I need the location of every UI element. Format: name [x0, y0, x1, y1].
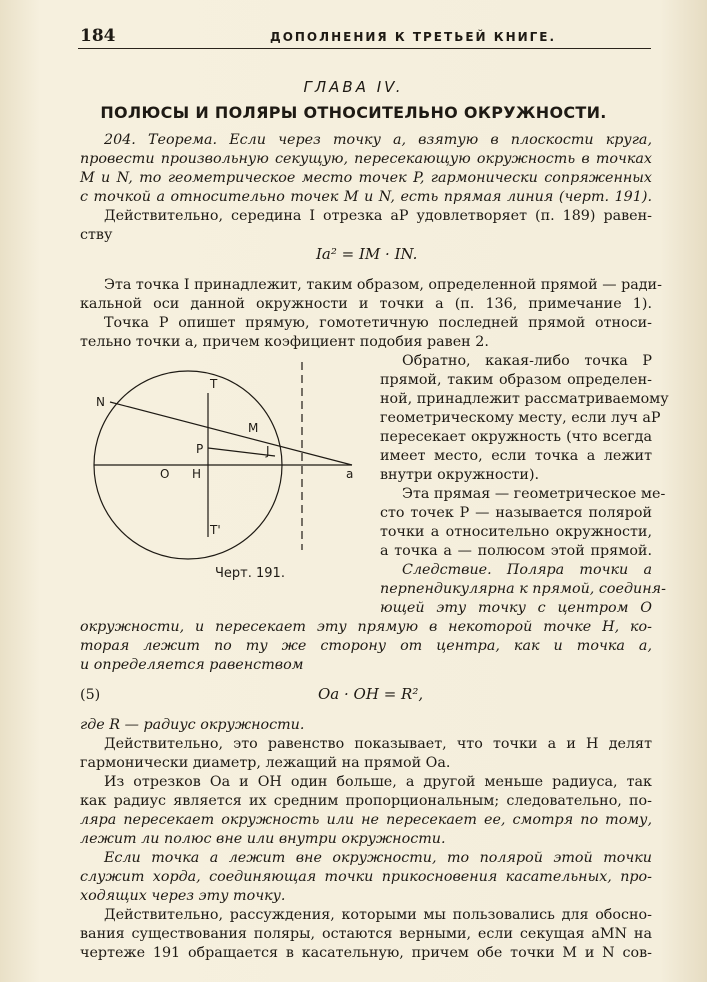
text-line: вания существования поляры, остаются верными, если секущая aMN на: [80, 926, 652, 942]
theorem-line-1: 204. Теорема. Если через точку a, взятую в плоскости круга,: [104, 132, 652, 148]
text-line: чертеже 191 обращается в касательную, причем обе точки M и N сов-: [80, 945, 652, 961]
text-line: имеет место, если точка a лежит: [380, 448, 652, 464]
text-line: сто точек P — называется полярой: [380, 505, 652, 521]
text-line: Из отрезков Oa и OH один больше, а другой меньше радиуса, так: [104, 774, 652, 790]
text-line: Действительно, середина I отрезка aP удовлетворяет (п. 189) равен-: [104, 208, 652, 224]
section-title: ПОЛЮСЫ И ПОЛЯРЫ ОТНОСИТЕЛЬНО ОКРУЖНОСТИ.: [100, 103, 607, 122]
corollary-line: Следствие. Поляра точки a: [402, 562, 652, 578]
text-line: тельно точки a, причем коэфициент подобия равен 2.: [80, 334, 489, 350]
text-line: ляра пересекает окружность или не пересекает ее, смотря по тому,: [80, 812, 652, 828]
text-line: гармонически диаметр, лежащий на прямой Oa.: [80, 755, 451, 771]
header-rule: [78, 48, 651, 49]
fig-label: M: [248, 421, 259, 435]
line-PJ: [208, 448, 275, 456]
text-line: служит хорда, соединяющая точки прикосновения касательных, про-: [80, 869, 652, 885]
text-line: Если точка a лежит вне окружности, то полярой этой точки: [104, 850, 652, 866]
text-line: лежит ли полюс вне или внутри окружности.: [80, 831, 446, 847]
text-line: как радиус является их средним пропорциональным; следовательно, по-: [80, 793, 652, 809]
text-line: прямой, таким образом определен-: [380, 372, 652, 388]
fig-label: a: [346, 467, 354, 481]
secant-line: [110, 402, 352, 465]
text-line: геометрическому месту, если луч aP: [380, 410, 661, 426]
text-line: ной, принадлежит рассматриваемому: [380, 391, 669, 407]
running-head: ДОПОЛНЕНИЯ К ТРЕТЬЕЙ КНИГЕ.: [270, 30, 557, 44]
fig-label: O: [160, 467, 170, 481]
corollary-line: торая лежит по ту же сторону от центра, как и точка a,: [80, 638, 652, 654]
text-line: внутри окружности).: [380, 467, 540, 483]
text-line: где R — радиус окружности.: [80, 717, 305, 733]
formula-2: Oa · OH = R²,: [318, 685, 424, 703]
corollary-line: окружности, и пересекает эту прямую в некоторой точке H, ко-: [80, 619, 652, 635]
fig-label: P: [196, 442, 204, 456]
fig-label: N: [96, 395, 105, 409]
text-line: ству: [80, 227, 113, 243]
corollary-line: и определяется равенством: [80, 657, 304, 673]
text-line: Действительно, это равенство показывает, что точки a и H делят: [104, 736, 652, 752]
text-line: Эта прямая — геометрическое ме-: [402, 486, 666, 502]
figure-191: [80, 350, 380, 570]
fig-label: H: [192, 467, 202, 481]
figure-caption: Черт. 191.: [215, 566, 285, 581]
chapter-heading: ГЛАВА IV.: [303, 78, 404, 96]
fig-label: J: [266, 444, 270, 458]
text-line: точки a относительно окружности,: [380, 524, 652, 540]
fig-label: T': [210, 523, 221, 537]
page-number: 184: [80, 26, 116, 46]
equation-number: (5): [80, 687, 101, 703]
text-line: кальной оси данной окружности и точки a (п. 136, примечание 1).: [80, 296, 652, 312]
text-line: пересекает окружность (что всегда: [380, 429, 652, 445]
corollary-line: ющей эту точку с центром O: [380, 600, 652, 616]
theorem-line-3: M и N, то геометрическое место точек P, гармонически сопряженных: [80, 170, 652, 186]
text-line: Действительно, рассуждения, которыми мы пользовались для обосно-: [104, 907, 652, 923]
theorem-line-4: с точкой a относительно точек M и N, есть прямая линия (черт. 191).: [80, 189, 652, 205]
corollary-line: перпендикулярна к прямой, соединя-: [380, 581, 666, 597]
text-line: Обратно, какая-либо точка P: [402, 353, 652, 369]
text-line: ходящих через эту точку.: [80, 888, 286, 904]
formula-1: Ia² = IM · IN.: [316, 245, 418, 263]
text-line: Точка P опишет прямую, гомотетичную последней прямой относи-: [104, 315, 652, 331]
fig-label: T: [210, 377, 218, 391]
text-line: Эта точка I принадлежит, таким образом, определенной прямой — ради-: [104, 277, 662, 293]
text-line: а точка a — полюсом этой прямой.: [380, 543, 652, 559]
theorem-line-2: провести произвольную секущую, пересекающую окружность в точках: [80, 151, 652, 167]
